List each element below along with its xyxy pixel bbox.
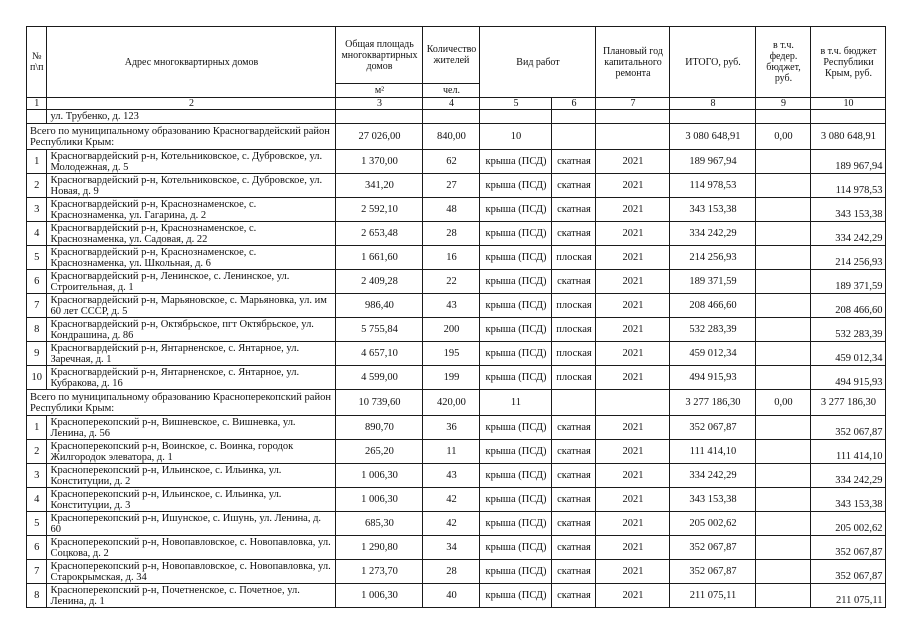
republic-cell: 211 075,11 [811, 584, 886, 608]
address-cell: Красногвардейский р-н, Янтарненское, с. Янтарное, ул. Кубракова, д. 16 [47, 366, 336, 390]
republic-cell: 494 915,93 [811, 366, 886, 390]
work-type-cell: крыша (ПСД) [480, 488, 552, 512]
roof-type-cell: плоская [552, 342, 596, 366]
header-total: ИТОГО, руб. [670, 27, 756, 98]
year-cell: 2021 [596, 536, 670, 560]
work-type-cell: крыша (ПСД) [480, 512, 552, 536]
year-cell: 2021 [596, 416, 670, 440]
year-cell: 2021 [596, 560, 670, 584]
area-cell: 265,20 [336, 440, 423, 464]
work-type-cell: крыша (ПСД) [480, 584, 552, 608]
address-cell: Красногвардейский р-н, Краснознаменское, с. Краснознаменка, ул. Школьная, д. 6 [47, 246, 336, 270]
year-cell: 2021 [596, 198, 670, 222]
table-row [27, 464, 886, 488]
roof-type-cell: скатная [552, 536, 596, 560]
republic-cell: 334 242,29 [811, 222, 886, 246]
federal-cell [756, 366, 811, 390]
total-cell: 205 002,62 [670, 512, 756, 536]
col-number: 4 [423, 98, 480, 110]
area-cell: 4 657,10 [336, 342, 423, 366]
total-cell: 343 153,38 [670, 198, 756, 222]
republic-cell: 114 978,53 [811, 174, 886, 198]
total-count: 11 [480, 390, 552, 416]
federal-cell [756, 270, 811, 294]
total-cell: 111 414,10 [670, 440, 756, 464]
row-number: 5 [27, 512, 47, 536]
roof-type-cell: скатная [552, 150, 596, 174]
federal-cell [756, 318, 811, 342]
table-row [27, 198, 886, 222]
empty-cell [596, 390, 670, 416]
work-type-cell: крыша (ПСД) [480, 536, 552, 560]
federal-cell [756, 536, 811, 560]
area-cell: 890,70 [336, 416, 423, 440]
header-address: Адрес многоквартирных домов [47, 27, 336, 98]
row-number: 10 [27, 366, 47, 390]
work-type-cell: крыша (ПСД) [480, 246, 552, 270]
municipality-total-row [27, 124, 886, 150]
total-sum: 3 277 186,30 [670, 390, 756, 416]
table-row [27, 560, 886, 584]
total-cell: 214 256,93 [670, 246, 756, 270]
row-number: 7 [27, 294, 47, 318]
area-cell: 2 653,48 [336, 222, 423, 246]
header-area: Общая площадь многоквартирных домов [336, 27, 423, 84]
total-cell: 494 915,93 [670, 366, 756, 390]
total-cell: 343 153,38 [670, 488, 756, 512]
col-number: 1 [27, 98, 47, 110]
roof-type-cell: скатная [552, 198, 596, 222]
area-cell: 685,30 [336, 512, 423, 536]
republic-cell: 189 371,59 [811, 270, 886, 294]
federal-cell [756, 584, 811, 608]
address-cell: Красногвардейский р-н, Ленинское, с. Ленинское, ул. Строительная, д. 1 [47, 270, 336, 294]
total-cell: 208 466,60 [670, 294, 756, 318]
roof-type-cell: скатная [552, 584, 596, 608]
row-number: 9 [27, 342, 47, 366]
federal-cell [756, 342, 811, 366]
residents-cell: 48 [423, 198, 480, 222]
total-cell: 334 242,29 [670, 464, 756, 488]
row-number: 5 [27, 246, 47, 270]
work-type-cell: крыша (ПСД) [480, 464, 552, 488]
republic-cell: 352 067,87 [811, 536, 886, 560]
column-number-row [27, 98, 886, 110]
federal-cell [756, 222, 811, 246]
federal-cell [756, 416, 811, 440]
roof-type-cell: скатная [552, 174, 596, 198]
federal-cell [756, 198, 811, 222]
address-cell: Красноперекопский р-н, Воинское, с. Воинка, городок Жилгородок элеватора, д. 1 [47, 440, 336, 464]
total-cell: 352 067,87 [670, 560, 756, 584]
row-number: 1 [27, 150, 47, 174]
year-cell: 2021 [596, 512, 670, 536]
area-cell: 1 006,30 [336, 584, 423, 608]
work-type-cell: крыша (ПСД) [480, 222, 552, 246]
total-cell: 352 067,87 [670, 416, 756, 440]
federal-cell [756, 246, 811, 270]
year-cell: 2021 [596, 150, 670, 174]
empty-cell [552, 390, 596, 416]
residents-cell: 27 [423, 174, 480, 198]
row-number: 4 [27, 222, 47, 246]
table-row [27, 584, 886, 608]
address-cell: Красноперекопский р-н, Почетненское, с. Почетное, ул. Ленина, д. 1 [47, 584, 336, 608]
row-number: 2 [27, 440, 47, 464]
republic-cell: 205 002,62 [811, 512, 886, 536]
year-cell: 2021 [596, 318, 670, 342]
address-cell: Красноперекопский р-н, Ильинское, с. Ильинка, ул. Конституции, д. 2 [47, 464, 336, 488]
row-number: 4 [27, 488, 47, 512]
roof-type-cell: скатная [552, 222, 596, 246]
work-type-cell: крыша (ПСД) [480, 294, 552, 318]
table-row [27, 174, 886, 198]
total-count: 10 [480, 124, 552, 150]
empty-cell [552, 124, 596, 150]
federal-cell [756, 440, 811, 464]
address-cell: Красногвардейский р-н, Краснознаменское, с. Краснознаменка, ул. Садовая, д. 22 [47, 222, 336, 246]
area-cell: 341,20 [336, 174, 423, 198]
col-number: 7 [596, 98, 670, 110]
year-cell: 2021 [596, 294, 670, 318]
total-cell: 459 012,34 [670, 342, 756, 366]
total-cell: 114 978,53 [670, 174, 756, 198]
table-row [27, 318, 886, 342]
address-cell: ул. Трубенко, д. 123 [47, 110, 336, 124]
republic-cell: 343 153,38 [811, 198, 886, 222]
roof-type-cell: скатная [552, 464, 596, 488]
total-federal: 0,00 [756, 390, 811, 416]
area-cell: 1 273,70 [336, 560, 423, 584]
row-number: 8 [27, 584, 47, 608]
area-cell: 2 592,10 [336, 198, 423, 222]
federal-cell [756, 512, 811, 536]
area-cell: 4 599,00 [336, 366, 423, 390]
residents-cell: 199 [423, 366, 480, 390]
work-type-cell: крыша (ПСД) [480, 150, 552, 174]
total-cell: 189 967,94 [670, 150, 756, 174]
total-cell: 352 067,87 [670, 536, 756, 560]
republic-cell: 111 414,10 [811, 440, 886, 464]
total-republic: 3 277 186,30 [811, 390, 886, 416]
address-cell: Красноперекопский р-н, Новопавловское, с. Новопавловка, ул. Соцкова, д. 2 [47, 536, 336, 560]
total-label: Всего по муниципальному образованию Красноперекопский район Республики Крым: [27, 390, 336, 416]
roof-type-cell: плоская [552, 318, 596, 342]
address-cell: Красногвардейский р-н, Котельниковское, с. Дубровское, ул. Новая, д. 9 [47, 174, 336, 198]
header-federal: в т.ч. федер. бюджет, руб. [756, 27, 811, 98]
table-row [27, 246, 886, 270]
year-cell: 2021 [596, 342, 670, 366]
col-number: 8 [670, 98, 756, 110]
residents-cell: 42 [423, 488, 480, 512]
header-num: № п\п [27, 27, 47, 98]
table-row [27, 294, 886, 318]
address-cell: Красноперекопский р-н, Вишневское, с. Вишневка, ул. Ленина, д. 56 [47, 416, 336, 440]
residents-cell: 40 [423, 584, 480, 608]
year-cell: 2021 [596, 270, 670, 294]
table-row [27, 270, 886, 294]
header-year: Плановый год капитального ремонта [596, 27, 670, 98]
roof-type-cell: плоская [552, 246, 596, 270]
residents-cell: 62 [423, 150, 480, 174]
address-cell: Красногвардейский р-н, Краснознаменское, с. Краснознаменка, ул. Гагарина, д. 2 [47, 198, 336, 222]
roof-type-cell: скатная [552, 560, 596, 584]
area-cell: 5 755,84 [336, 318, 423, 342]
row-number: 8 [27, 318, 47, 342]
residents-cell: 200 [423, 318, 480, 342]
year-cell: 2021 [596, 174, 670, 198]
residents-cell: 28 [423, 560, 480, 584]
empty-cell [596, 124, 670, 150]
total-area: 10 739,60 [336, 390, 423, 416]
roof-type-cell: скатная [552, 512, 596, 536]
residents-cell: 43 [423, 294, 480, 318]
work-type-cell: крыша (ПСД) [480, 560, 552, 584]
col-number: 3 [336, 98, 423, 110]
table-row [27, 488, 886, 512]
residents-cell: 34 [423, 536, 480, 560]
federal-cell [756, 488, 811, 512]
republic-cell: 334 242,29 [811, 464, 886, 488]
year-cell: 2021 [596, 440, 670, 464]
table-row [27, 366, 886, 390]
federal-cell [756, 174, 811, 198]
address-cell: Красноперекопский р-н, Новопавловское, с. Новопавловка, ул. Старокрымская, д. 34 [47, 560, 336, 584]
repair-schedule-table [26, 26, 886, 608]
republic-cell: 352 067,87 [811, 560, 886, 584]
area-cell: 1 370,00 [336, 150, 423, 174]
col-number: 10 [811, 98, 886, 110]
republic-cell: 459 012,34 [811, 342, 886, 366]
total-republic: 3 080 648,91 [811, 124, 886, 150]
total-cell: 211 075,11 [670, 584, 756, 608]
area-cell: 1 661,60 [336, 246, 423, 270]
total-cell: 532 283,39 [670, 318, 756, 342]
area-cell: 1 006,30 [336, 464, 423, 488]
total-residents: 420,00 [423, 390, 480, 416]
row-number: 6 [27, 270, 47, 294]
work-type-cell: крыша (ПСД) [480, 318, 552, 342]
total-sum: 3 080 648,91 [670, 124, 756, 150]
row-number: 7 [27, 560, 47, 584]
area-cell: 2 409,28 [336, 270, 423, 294]
total-federal: 0,00 [756, 124, 811, 150]
work-type-cell: крыша (ПСД) [480, 416, 552, 440]
total-area: 27 026,00 [336, 124, 423, 150]
year-cell: 2021 [596, 246, 670, 270]
unit-area: м² [336, 84, 423, 98]
year-cell: 2021 [596, 222, 670, 246]
republic-cell: 532 283,39 [811, 318, 886, 342]
table-row [27, 150, 886, 174]
year-cell: 2021 [596, 366, 670, 390]
table-row [27, 222, 886, 246]
residents-cell: 36 [423, 416, 480, 440]
roof-type-cell: скатная [552, 488, 596, 512]
table-row [27, 440, 886, 464]
header-residents: Количество жителей [423, 27, 480, 84]
work-type-cell: крыша (ПСД) [480, 198, 552, 222]
area-cell: 1 006,30 [336, 488, 423, 512]
header-row [27, 27, 886, 84]
residents-cell: 43 [423, 464, 480, 488]
republic-cell: 189 967,94 [811, 150, 886, 174]
header-republic: в т.ч. бюджет Республики Крым, руб. [811, 27, 886, 98]
republic-cell: 214 256,93 [811, 246, 886, 270]
residents-cell: 22 [423, 270, 480, 294]
table-row [27, 342, 886, 366]
residents-cell: 42 [423, 512, 480, 536]
address-cell: Красногвардейский р-н, Марьяновское, с. Марьяновка, ул. им 60 лет СССР, д. 5 [47, 294, 336, 318]
address-cell: Красногвардейский р-н, Янтарненское, с. Янтарное, ул. Заречная, д. 1 [47, 342, 336, 366]
roof-type-cell: скатная [552, 440, 596, 464]
roof-type-cell: скатная [552, 416, 596, 440]
row-number: 3 [27, 464, 47, 488]
row-number: 6 [27, 536, 47, 560]
federal-cell [756, 150, 811, 174]
address-cell: Красногвардейский р-н, Октябрьское, пгт Октябрьское, ул. Кондрашина, д. 86 [47, 318, 336, 342]
federal-cell [756, 294, 811, 318]
row-number: 1 [27, 416, 47, 440]
year-cell: 2021 [596, 464, 670, 488]
table-row [27, 512, 886, 536]
address-cell: Красноперекопский р-н, Ильинское, с. Ильинка, ул. Конституции, д. 3 [47, 488, 336, 512]
total-residents: 840,00 [423, 124, 480, 150]
col-number: 2 [47, 98, 336, 110]
work-type-cell: крыша (ПСД) [480, 174, 552, 198]
unit-residents: чел. [423, 84, 480, 98]
work-type-cell: крыша (ПСД) [480, 270, 552, 294]
roof-type-cell: плоская [552, 294, 596, 318]
residents-cell: 28 [423, 222, 480, 246]
table-row [27, 416, 886, 440]
total-label: Всего по муниципальному образованию Красногвардейский район Республики Крым: [27, 124, 336, 150]
continued-row [27, 110, 886, 124]
header-work-type: Вид работ [480, 27, 596, 98]
federal-cell [756, 560, 811, 584]
table-row [27, 536, 886, 560]
area-cell: 986,40 [336, 294, 423, 318]
year-cell: 2021 [596, 488, 670, 512]
total-cell: 189 371,59 [670, 270, 756, 294]
federal-cell [756, 464, 811, 488]
area-cell: 1 290,80 [336, 536, 423, 560]
residents-cell: 11 [423, 440, 480, 464]
residents-cell: 195 [423, 342, 480, 366]
work-type-cell: крыша (ПСД) [480, 366, 552, 390]
col-number: 9 [756, 98, 811, 110]
address-cell: Красногвардейский р-н, Котельниковское, с. Дубровское, ул. Молодежная, д. 5 [47, 150, 336, 174]
work-type-cell: крыша (ПСД) [480, 342, 552, 366]
roof-type-cell: скатная [552, 270, 596, 294]
republic-cell: 208 466,60 [811, 294, 886, 318]
total-cell: 334 242,29 [670, 222, 756, 246]
row-number: 2 [27, 174, 47, 198]
republic-cell: 352 067,87 [811, 416, 886, 440]
roof-type-cell: плоская [552, 366, 596, 390]
row-number: 3 [27, 198, 47, 222]
col-number: 6 [552, 98, 596, 110]
table-body [27, 110, 886, 608]
republic-cell: 343 153,38 [811, 488, 886, 512]
address-cell: Красноперекопский р-н, Ишунское, с. Ишунь, ул. Ленина, д. 60 [47, 512, 336, 536]
col-number: 5 [480, 98, 552, 110]
work-type-cell: крыша (ПСД) [480, 440, 552, 464]
year-cell: 2021 [596, 584, 670, 608]
residents-cell: 16 [423, 246, 480, 270]
municipality-total-row [27, 390, 886, 416]
